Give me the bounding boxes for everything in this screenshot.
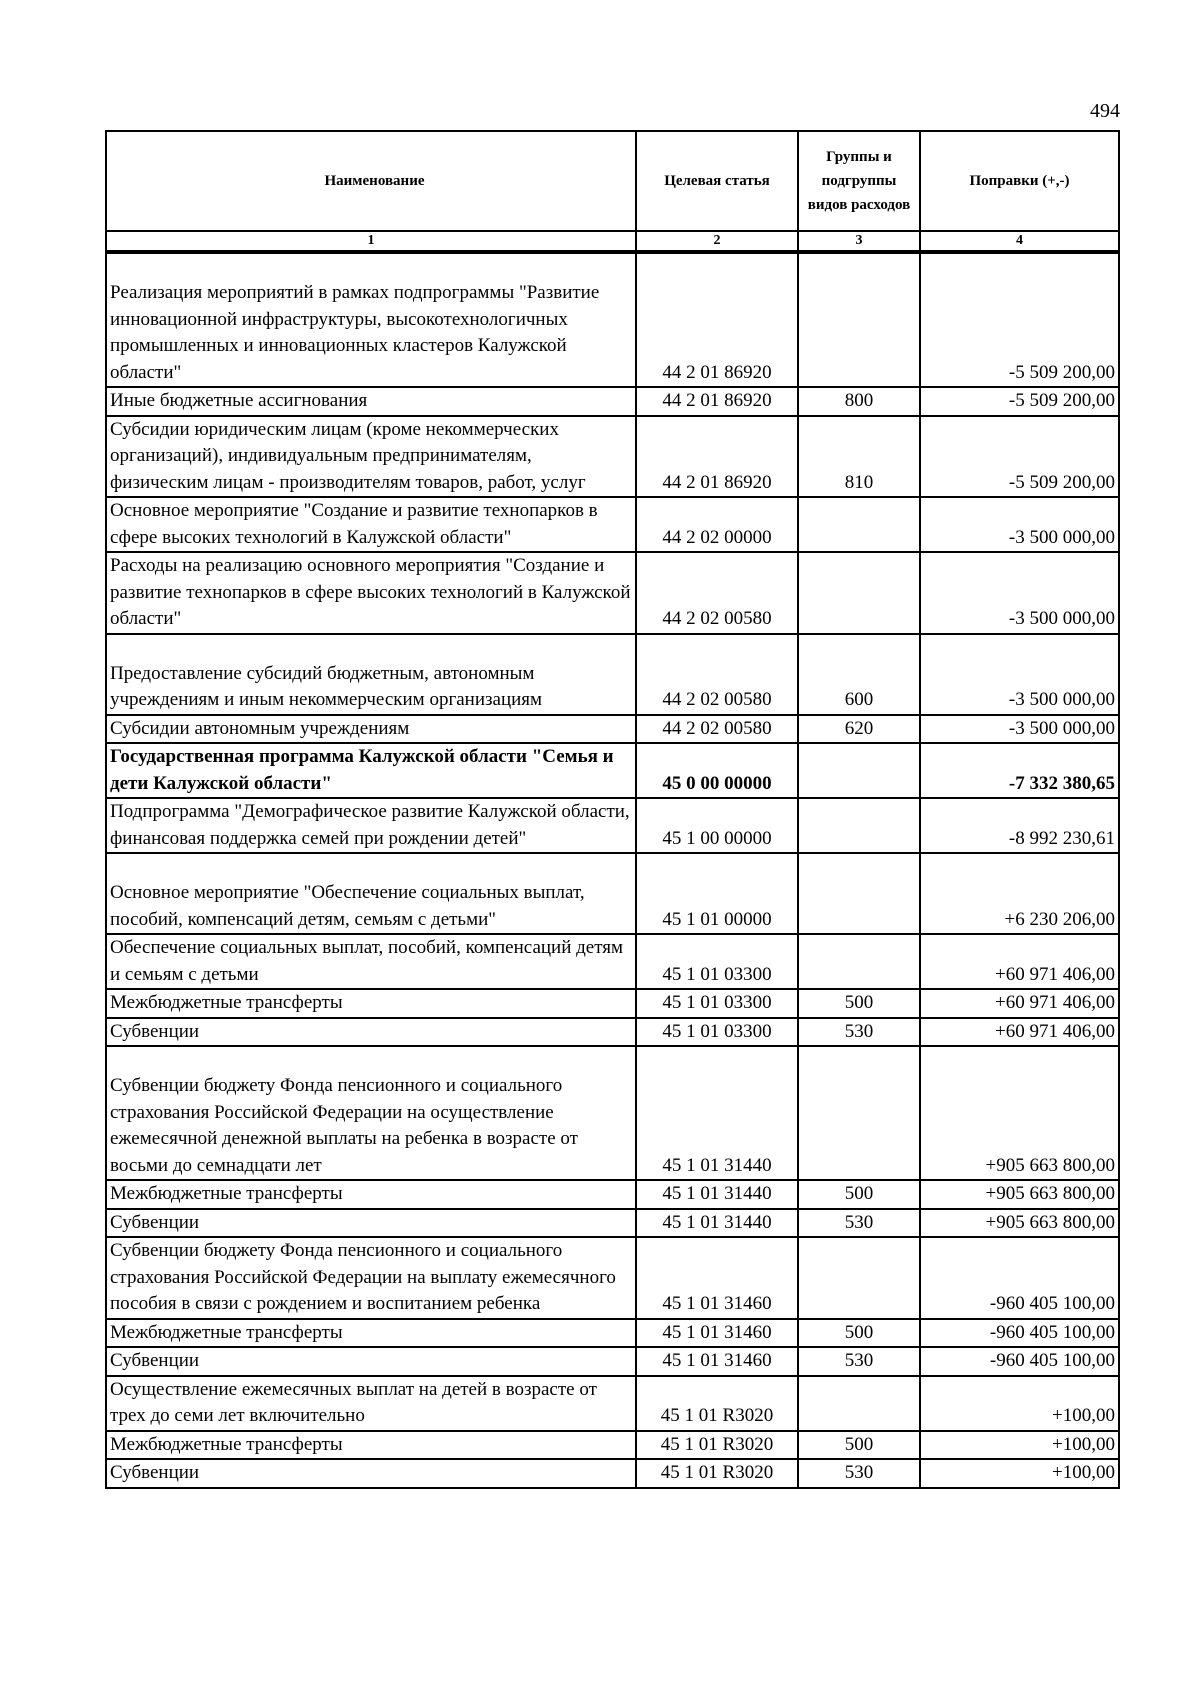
row-name: Субвенции бюджету Фонда пенсионного и социального страхования Российской Федерации на осуществление ежемесячной денежной выплаты на ребенка в возрасте от восьми до семнадцати лет (106, 1046, 636, 1180)
table-row (106, 934, 1119, 989)
row-group (798, 497, 920, 552)
row-name: Субсидии автономным учреждениям (106, 715, 636, 744)
row-target: 45 1 01 03300 (636, 934, 798, 989)
row-group (798, 252, 920, 387)
row-group: 800 (798, 387, 920, 416)
row-amount: +60 971 406,00 (920, 934, 1119, 989)
row-name: Иные бюджетные ассигнования (106, 387, 636, 416)
table-row (106, 1046, 1119, 1180)
row-target: 45 1 01 R3020 (636, 1431, 798, 1460)
row-amount: +905 663 800,00 (920, 1209, 1119, 1238)
row-group: 530 (798, 1209, 920, 1238)
row-name: Субвенции (106, 1209, 636, 1238)
row-group (798, 1376, 920, 1431)
row-target: 45 1 00 00000 (636, 798, 798, 853)
row-name: Субсидии юридическим лицам (кроме некоммерческих организаций), индивидуальным предпринимателям, физическим лицам - производителям товаров, работ, услуг (106, 416, 636, 498)
table-row (106, 552, 1119, 634)
row-name: Осуществление ежемесячных выплат на детей в возрасте от трех до семи лет включительно (106, 1376, 636, 1431)
row-group: 500 (798, 1319, 920, 1348)
column-number: 2 (636, 231, 798, 252)
row-target: 44 2 01 86920 (636, 387, 798, 416)
table-row (106, 1319, 1119, 1348)
row-name: Межбюджетные трансферты (106, 1180, 636, 1209)
budget-amendments-table (105, 130, 1120, 1489)
table-row (106, 497, 1119, 552)
row-target: 45 1 01 R3020 (636, 1459, 798, 1488)
row-amount: -3 500 000,00 (920, 715, 1119, 744)
row-name: Субвенции бюджету Фонда пенсионного и социального страхования Российской Федерации на выплату ежемесячного пособия в связи с рождением и воспитанием ребенка (106, 1237, 636, 1319)
row-name: Субвенции (106, 1347, 636, 1376)
row-name: Подпрограмма "Демографическое развитие Калужской области, финансовая поддержка семей при рождении детей" (106, 798, 636, 853)
row-amount: +6 230 206,00 (920, 853, 1119, 934)
table-row (106, 1209, 1119, 1238)
page-number: 494 (1090, 100, 1120, 122)
row-name: Основное мероприятие "Обеспечение социальных выплат, пособий, компенсаций детям, семьям с детьми" (106, 853, 636, 934)
row-name: Межбюджетные трансферты (106, 989, 636, 1018)
row-name: Межбюджетные трансферты (106, 1319, 636, 1348)
row-target: 44 2 01 86920 (636, 252, 798, 387)
row-target: 45 1 01 31440 (636, 1046, 798, 1180)
row-name: Обеспечение социальных выплат, пособий, компенсаций детям и семьям с детьми (106, 934, 636, 989)
row-name: Межбюджетные трансферты (106, 1431, 636, 1460)
row-amount: +905 663 800,00 (920, 1180, 1119, 1209)
row-amount: -5 509 200,00 (920, 416, 1119, 498)
row-amount: +100,00 (920, 1459, 1119, 1488)
table-row-program (106, 743, 1119, 798)
row-group (798, 1237, 920, 1319)
header-group: Группы и подгруппы видов расходов (798, 131, 920, 231)
row-target: 45 1 01 31440 (636, 1209, 798, 1238)
row-group (798, 743, 920, 798)
row-name: Расходы на реализацию основного мероприятия "Создание и развитие технопарков в сфере высоких технологий в Калужской области" (106, 552, 636, 634)
row-amount: -7 332 380,65 (920, 743, 1119, 798)
row-target: 45 1 01 03300 (636, 989, 798, 1018)
table-row (106, 715, 1119, 744)
row-amount: -960 405 100,00 (920, 1237, 1119, 1319)
row-group: 500 (798, 989, 920, 1018)
row-group (798, 552, 920, 634)
table-row (106, 798, 1119, 853)
row-target: 45 1 01 31460 (636, 1319, 798, 1348)
row-group: 530 (798, 1347, 920, 1376)
header-target: Целевая статья (636, 131, 798, 231)
table-row (106, 1376, 1119, 1431)
row-group: 530 (798, 1459, 920, 1488)
row-target: 45 1 01 31460 (636, 1347, 798, 1376)
column-number: 3 (798, 231, 920, 252)
row-name: Реализация мероприятий в рамках подпрограммы "Развитие инновационной инфраструктуры, высокотехнологичных промышленных и инновационных кластеров Калужской области" (106, 252, 636, 387)
row-target: 45 1 01 03300 (636, 1018, 798, 1047)
row-target: 44 2 02 00000 (636, 497, 798, 552)
table-row (106, 1180, 1119, 1209)
row-amount: +100,00 (920, 1431, 1119, 1460)
row-name: Государственная программа Калужской области "Семья и дети Калужской области" (106, 743, 636, 798)
row-amount: -8 992 230,61 (920, 798, 1119, 853)
header-name: Наименование (106, 131, 636, 231)
column-number: 1 (106, 231, 636, 252)
table-row (106, 1431, 1119, 1460)
row-group (798, 798, 920, 853)
table-row (106, 416, 1119, 498)
row-group: 530 (798, 1018, 920, 1047)
row-amount: -960 405 100,00 (920, 1347, 1119, 1376)
table-row (106, 1459, 1119, 1488)
row-target: 45 0 00 00000 (636, 743, 798, 798)
header-amendment: Поправки (+,-) (920, 131, 1119, 231)
row-amount: +60 971 406,00 (920, 1018, 1119, 1047)
row-target: 45 1 01 31440 (636, 1180, 798, 1209)
table-row (106, 387, 1119, 416)
row-amount: -3 500 000,00 (920, 634, 1119, 715)
row-amount: -5 509 200,00 (920, 252, 1119, 387)
row-group: 810 (798, 416, 920, 498)
row-name: Предоставление субсидий бюджетным, автономным учреждениям и иным некоммерческим организациям (106, 634, 636, 715)
row-name: Субвенции (106, 1018, 636, 1047)
table-row (106, 853, 1119, 934)
row-target: 44 2 02 00580 (636, 715, 798, 744)
row-group (798, 1046, 920, 1180)
table-row (106, 1347, 1119, 1376)
row-target: 44 2 02 00580 (636, 634, 798, 715)
table-row (106, 252, 1119, 387)
row-target: 45 1 01 00000 (636, 853, 798, 934)
row-amount: +60 971 406,00 (920, 989, 1119, 1018)
row-target: 45 1 01 31460 (636, 1237, 798, 1319)
row-amount: -3 500 000,00 (920, 552, 1119, 634)
row-target: 44 2 02 00580 (636, 552, 798, 634)
table-row (106, 634, 1119, 715)
table-row (106, 1018, 1119, 1047)
row-target: 44 2 01 86920 (636, 416, 798, 498)
row-amount: +100,00 (920, 1376, 1119, 1431)
row-group: 500 (798, 1180, 920, 1209)
column-number: 4 (920, 231, 1119, 252)
row-target: 45 1 01 R3020 (636, 1376, 798, 1431)
row-amount: -5 509 200,00 (920, 387, 1119, 416)
row-group (798, 934, 920, 989)
row-group (798, 853, 920, 934)
row-group: 500 (798, 1431, 920, 1460)
row-amount: -3 500 000,00 (920, 497, 1119, 552)
row-amount: -960 405 100,00 (920, 1319, 1119, 1348)
row-name: Основное мероприятие "Создание и развитие технопарков в сфере высоких технологий в Калужской области" (106, 497, 636, 552)
table-row (106, 1237, 1119, 1319)
row-group: 620 (798, 715, 920, 744)
table-row (106, 989, 1119, 1018)
row-amount: +905 663 800,00 (920, 1046, 1119, 1180)
row-group: 600 (798, 634, 920, 715)
row-name: Субвенции (106, 1459, 636, 1488)
